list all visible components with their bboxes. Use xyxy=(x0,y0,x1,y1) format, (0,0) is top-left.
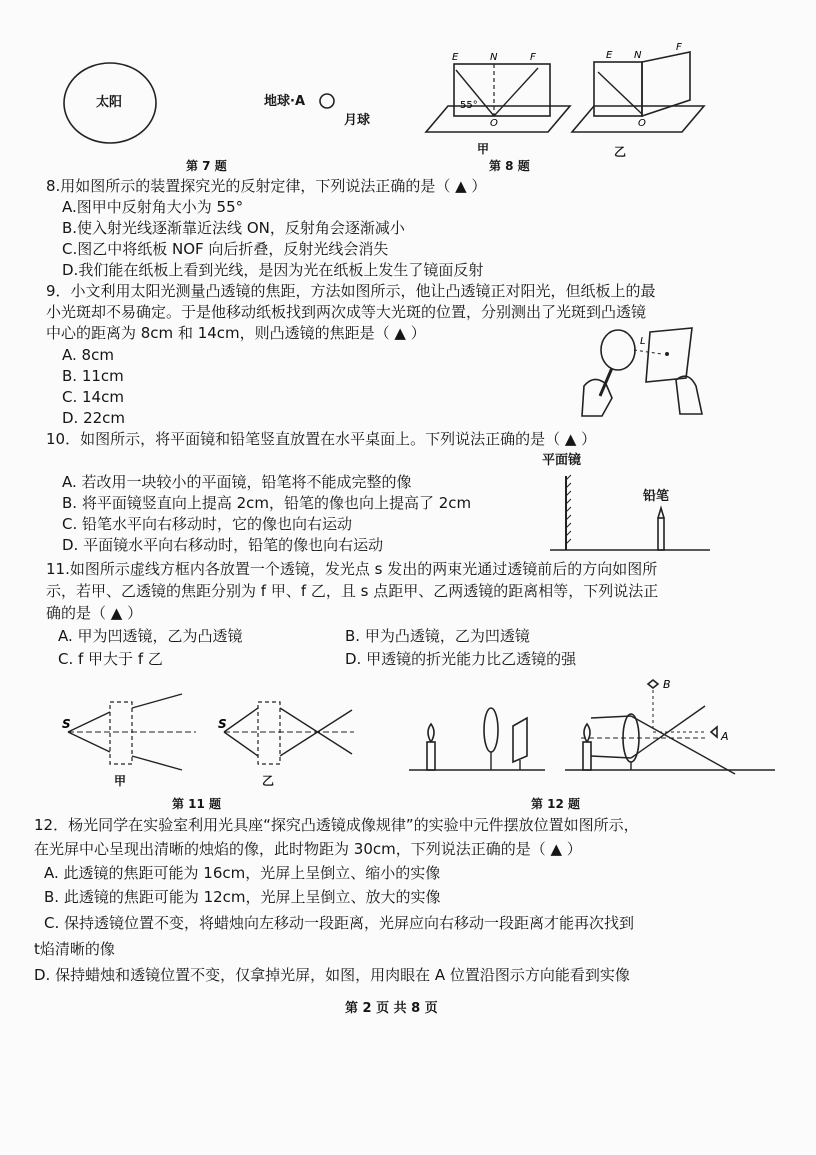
reflected-ray-a xyxy=(494,68,538,116)
ray-b-up-in xyxy=(224,708,258,732)
ray-in-1 xyxy=(591,716,631,718)
page-footer: 第 2 页 共 8 页 xyxy=(345,1001,438,1016)
q8-stem: 8.用如图所示的装置探究光的反射定律，下列说法正确的是（ ▲ ） xyxy=(46,177,487,195)
q12-stem-line2: 在光屏中心呈现出清晰的烛焰的像，此时物距为 30cm，下列说法正确的是（ ▲ ） xyxy=(34,840,582,858)
mirror-label: 平面镜 xyxy=(542,453,582,468)
pencil-body xyxy=(658,518,664,550)
eye-B-icon xyxy=(648,680,658,688)
N-label-b: N xyxy=(634,50,642,61)
O-label-a: O xyxy=(490,118,498,129)
q9-option-c: C. 14cm xyxy=(62,388,124,406)
light-spot xyxy=(665,352,669,356)
q11-stem-line2: 示，若甲、乙透镜的焦距分别为 f 甲、f 乙，且 s 点距甲、乙两透镜的距离相等，下列说法正 xyxy=(46,582,659,600)
q11-label-b: 乙 xyxy=(262,774,275,788)
q9-stem-line2: 小光斑却不易确定。于是他移动纸板找到两次成等大光斑的位置，分别测出了光斑到凸透镜 xyxy=(46,303,647,321)
ray-b-down-out xyxy=(280,710,352,756)
ray-a-down-out xyxy=(132,756,182,770)
q12-figures xyxy=(405,676,785,782)
q9-option-a: A. 8cm xyxy=(62,346,114,364)
sun-label: 太阳 xyxy=(96,95,123,110)
q11-label-a: 甲 xyxy=(114,774,127,788)
L-label: L xyxy=(640,336,646,347)
flame-right xyxy=(584,724,590,742)
pencil-tip xyxy=(658,508,664,518)
F-label-b: F xyxy=(676,42,682,53)
E-label-a: E xyxy=(452,52,459,63)
q8-option-a: A.图甲中反射角大小为 55° xyxy=(62,198,244,216)
fig8-label-b: 乙 xyxy=(614,145,627,159)
moon-circle xyxy=(320,94,334,108)
q12-caption: 第 12 题 xyxy=(531,797,581,811)
q12-option-d: D. 保持蜡烛和透镜位置不变，仅拿掉光屏，如图，用肉眼在 A 位置沿图示方向能看到实像 xyxy=(34,966,630,984)
lens-box-a xyxy=(110,702,132,764)
E-label-b: E xyxy=(606,50,613,61)
earth-label: 地球·A xyxy=(264,94,305,109)
q11-stem-line1: 11.如图所示虚线方框内各放置一个透镜，发光点 s 发出的两束光通过透镜前后的方向如图所 xyxy=(46,560,658,578)
q8-option-b: B.使入射光线逐渐靠近法线 ON，反射角会逐渐减小 xyxy=(62,219,405,237)
N-label-a: N xyxy=(490,52,498,63)
ray-b-up-out xyxy=(280,708,352,754)
B-label: B xyxy=(663,678,671,691)
candle-right xyxy=(583,742,591,770)
A-label: A xyxy=(721,730,729,743)
q10-stem: 10．如图所示，将平面镜和铅笔竖直放置在水平桌面上。下列说法正确的是（ ▲ ） xyxy=(46,430,597,448)
q9-figure xyxy=(572,326,712,418)
q11-figure xyxy=(54,690,364,780)
flame-left xyxy=(428,724,434,742)
ray-a-up-out xyxy=(132,694,182,708)
S-label-a: S xyxy=(62,717,71,731)
q11-option-b: B. 甲为凸透镜，乙为凹透镜 xyxy=(345,627,530,645)
ray-a-down-in xyxy=(68,732,110,752)
ray-b-down-in xyxy=(224,732,258,756)
screen-left xyxy=(513,718,527,762)
moon-label: 月球 xyxy=(344,113,371,128)
q12-stem-line1: 12．杨光同学在实验室利用光具座“探究凸透镜成像规律”的实验中元件摆放位置如图所示， xyxy=(34,816,639,834)
incident-ray-b xyxy=(598,72,642,114)
q12-option-a: A. 此透镜的焦距可能为 16cm，光屏上呈倒立、缩小的实像 xyxy=(44,864,441,882)
q8-option-c: C.图乙中将纸板 NOF 向后折叠，反射光线会消失 xyxy=(62,240,389,258)
angle-label: 55° xyxy=(460,100,478,111)
q10-option-c: C. 铅笔水平向右移动时，它的像也向右运动 xyxy=(62,515,353,533)
mirror-plane-a xyxy=(426,106,570,132)
hand-left xyxy=(582,379,612,416)
eye-A-icon xyxy=(711,727,717,737)
paper-board xyxy=(646,328,692,382)
q11-option-d: D. 甲透镜的折光能力比乙透镜的强 xyxy=(345,650,577,668)
q11-stem-line3: 确的是（ ▲ ） xyxy=(46,604,143,622)
lens-magnifier xyxy=(601,330,635,370)
q11-option-a: A. 甲为凹透镜，乙为凸透镜 xyxy=(58,627,243,645)
S-label-b: S xyxy=(218,717,227,731)
O-label-b: O xyxy=(638,118,646,129)
figure-8 xyxy=(420,40,720,140)
q10-option-d: D. 平面镜水平向右移动时，铅笔的像也向右运动 xyxy=(62,536,384,554)
fig8-caption: 第 8 题 xyxy=(489,159,530,173)
q8-option-d: D.我们能在纸板上看到光线，是因为光在纸板上发生了镜面反射 xyxy=(62,261,484,279)
q10-option-b: B. 将平面镜竖直向上提高 2cm，铅笔的像也向上提高了 2cm xyxy=(62,494,472,512)
candle-left xyxy=(427,742,435,770)
ray-a-up-in xyxy=(68,712,110,732)
q10-option-a: A. 若改用一块较小的平面镜，铅笔将不能成完整的像 xyxy=(62,473,412,491)
q9-stem-line1: 9．小文利用太阳光测量凸透镜的焦距，方法如图所示，他让凸透镜正对阳光，但纸板上的最 xyxy=(46,282,656,300)
lens-left xyxy=(484,708,498,752)
hand-right xyxy=(676,376,702,414)
q11-option-c: C. f 甲大于 f 乙 xyxy=(58,650,163,668)
q12-option-c: C. 保持透镜位置不变，将蜡烛向左移动一段距离，光屏应向右移动一段距离才能再次找到 xyxy=(44,914,635,932)
q12-option-b: B. 此透镜的焦距可能为 12cm，光屏上呈倒立、放大的实像 xyxy=(44,888,441,906)
q9-option-d: D. 22cm xyxy=(62,409,126,427)
q11-caption: 第 11 题 xyxy=(172,797,222,811)
q9-stem-line3: 中心的距离为 8cm 和 14cm，则凸透镜的焦距是（ ▲ ） xyxy=(46,324,426,342)
ray-out-1 xyxy=(631,716,735,774)
fig7-caption: 第 7 题 xyxy=(186,159,227,173)
fig8-label-a: 甲 xyxy=(477,142,490,156)
F-label-a: F xyxy=(530,52,536,63)
q9-option-b: B. 11cm xyxy=(62,367,124,385)
lens-box-b xyxy=(258,702,280,764)
q10-figure xyxy=(540,470,720,556)
q12-option-c-cont: t焰清晰的像 xyxy=(34,940,115,958)
pencil-label: 铅笔 xyxy=(643,489,670,504)
